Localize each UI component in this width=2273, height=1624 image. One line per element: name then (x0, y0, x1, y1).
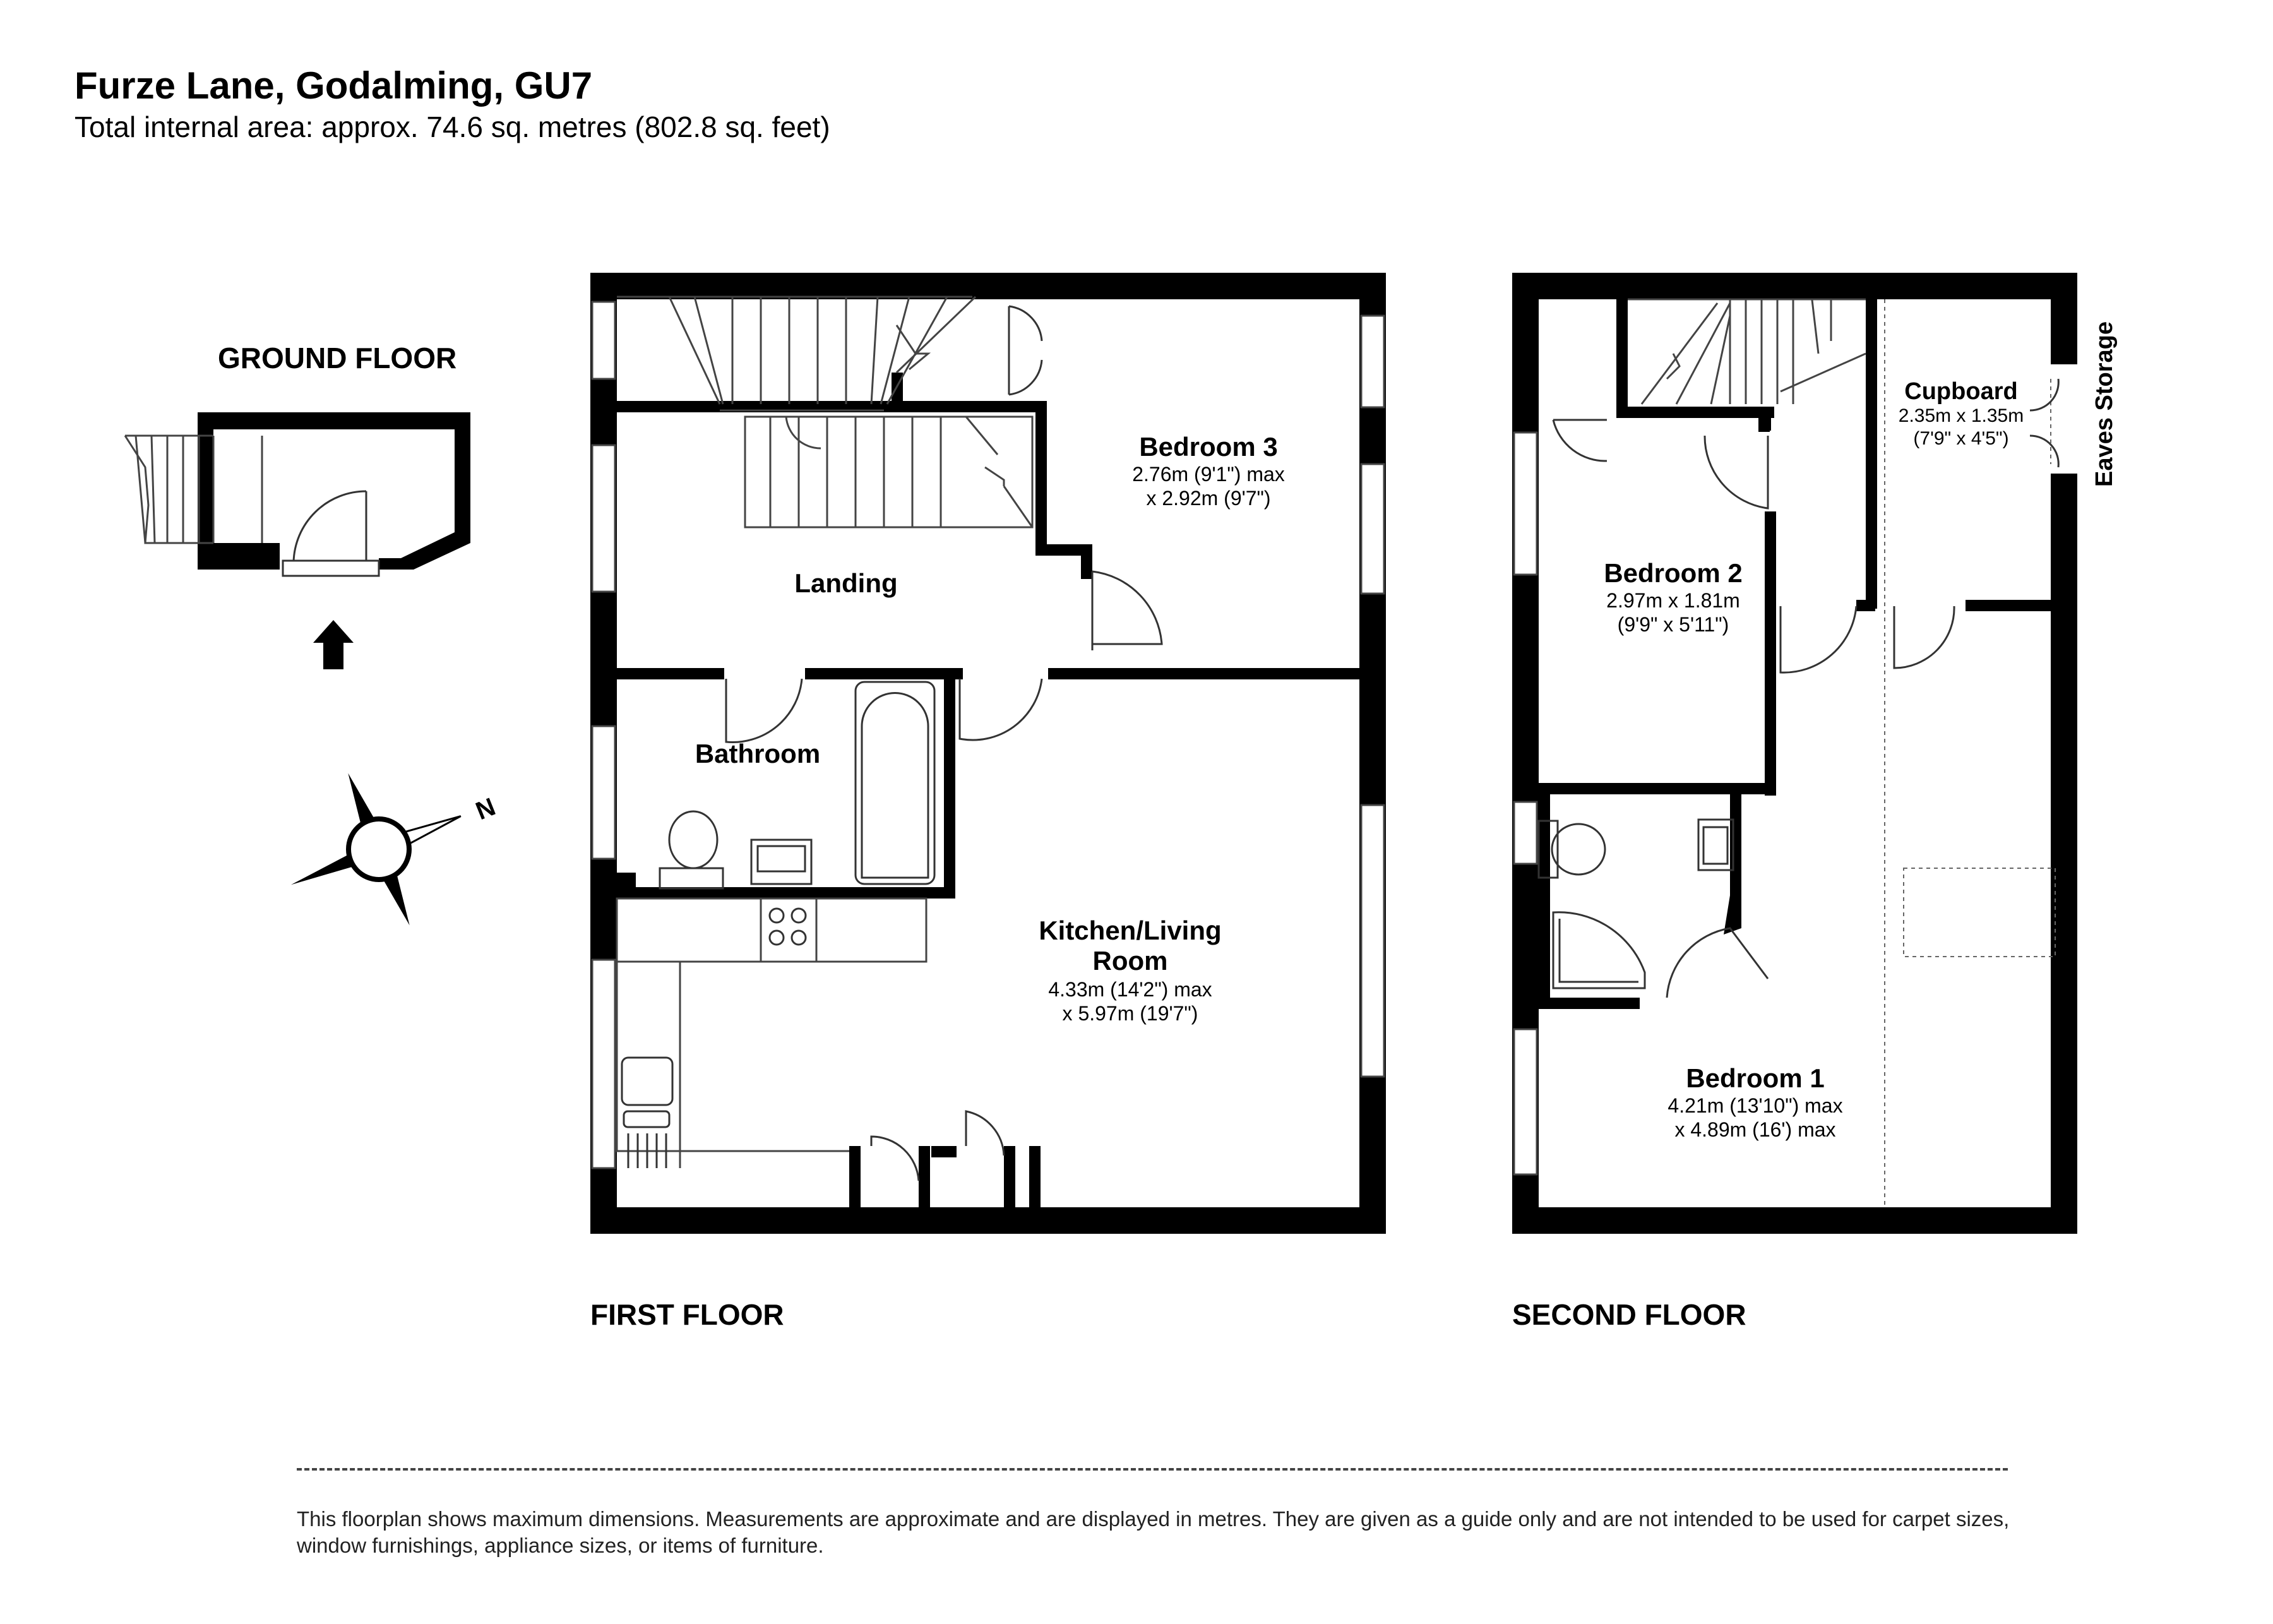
bedroom3-name: Bedroom 3 (1139, 432, 1278, 462)
hob-icon (770, 909, 806, 945)
second-floor-doors (1553, 379, 2058, 998)
bathroom-fixtures (660, 682, 934, 888)
eaves-storage-label: Eaves Storage (2091, 321, 2118, 487)
bedroom1-name: Bedroom 1 (1686, 1063, 1825, 1093)
second-floor-plan (1512, 273, 2118, 1234)
first-floor-stairs-upper (617, 297, 975, 410)
entrance-arrow-icon (313, 620, 354, 669)
bathroom-name: Bathroom (695, 739, 821, 768)
kitchen-dim2: x 5.97m (19'7") (1062, 1002, 1198, 1025)
bedroom1-dim2: x 4.89m (16') max (1674, 1118, 1836, 1141)
compass-north-label: N (472, 792, 499, 826)
page-title: Furze Lane, Godalming, GU7 (75, 64, 593, 107)
bath-icon (856, 682, 934, 884)
ground-floor-entrance-door (283, 491, 379, 576)
bedroom3-dim2: x 2.92m (9'7") (1146, 487, 1271, 510)
kitchen-name-line2: Room (1092, 946, 1168, 976)
ensuite-fixtures (1539, 820, 1733, 988)
second-floor-windows (1514, 433, 1537, 1174)
toilet-icon (669, 811, 717, 868)
cupboard-dim2: (7'9" x 4'5") (1913, 428, 2009, 449)
bedroom2-name: Bedroom 2 (1604, 558, 1743, 588)
bedroom2-dim2: (9'9" x 5'11") (1617, 613, 1729, 636)
cupboard-dim1: 2.35m x 1.35m (1898, 405, 2024, 426)
ground-floor-label: GROUND FLOOR (218, 342, 457, 374)
first-floor-plan (590, 273, 1386, 1234)
ensuite-toilet-icon (1552, 824, 1605, 875)
ground-floor-stairs (125, 436, 262, 543)
first-floor-stairs-lower (745, 417, 1032, 527)
kitchen-name-line1: Kitchen/Living (1039, 916, 1222, 945)
landing-name: Landing (794, 568, 898, 598)
total-area-subtitle: Total internal area: approx. 74.6 sq. metres (802.8 sq. feet) (75, 110, 830, 143)
shower-icon (1553, 912, 1645, 988)
bedroom3-dim1: 2.76m (9'1") max (1132, 463, 1285, 486)
first-floor-label: FIRST FLOOR (590, 1298, 784, 1331)
bedroom1-dim1: 4.21m (13'10") max (1667, 1094, 1843, 1117)
footer-divider (297, 1468, 2008, 1471)
bedroom2-dim1: 2.97m x 1.81m (1606, 589, 1740, 612)
second-floor-stairs (1628, 299, 1866, 404)
disclaimer-text: This floorplan shows maximum dimensions. Measurements are approximate and are displayed in metres. They are given as a guide only and are not intended to be used for carpet sizes, window furnishings, appliance sizes, or items of furniture. (297, 1507, 2010, 1557)
first-floor-closet-doors (1009, 306, 1042, 395)
second-floor-label: SECOND FLOOR (1512, 1298, 1746, 1331)
ground-floor-plan (125, 412, 470, 669)
compass-icon (260, 740, 491, 961)
ground-floor-stub-wall (198, 543, 280, 570)
kitchen-dim1: 4.33m (14'2") max (1048, 978, 1212, 1001)
cupboard-name: Cupboard (1904, 378, 2018, 405)
